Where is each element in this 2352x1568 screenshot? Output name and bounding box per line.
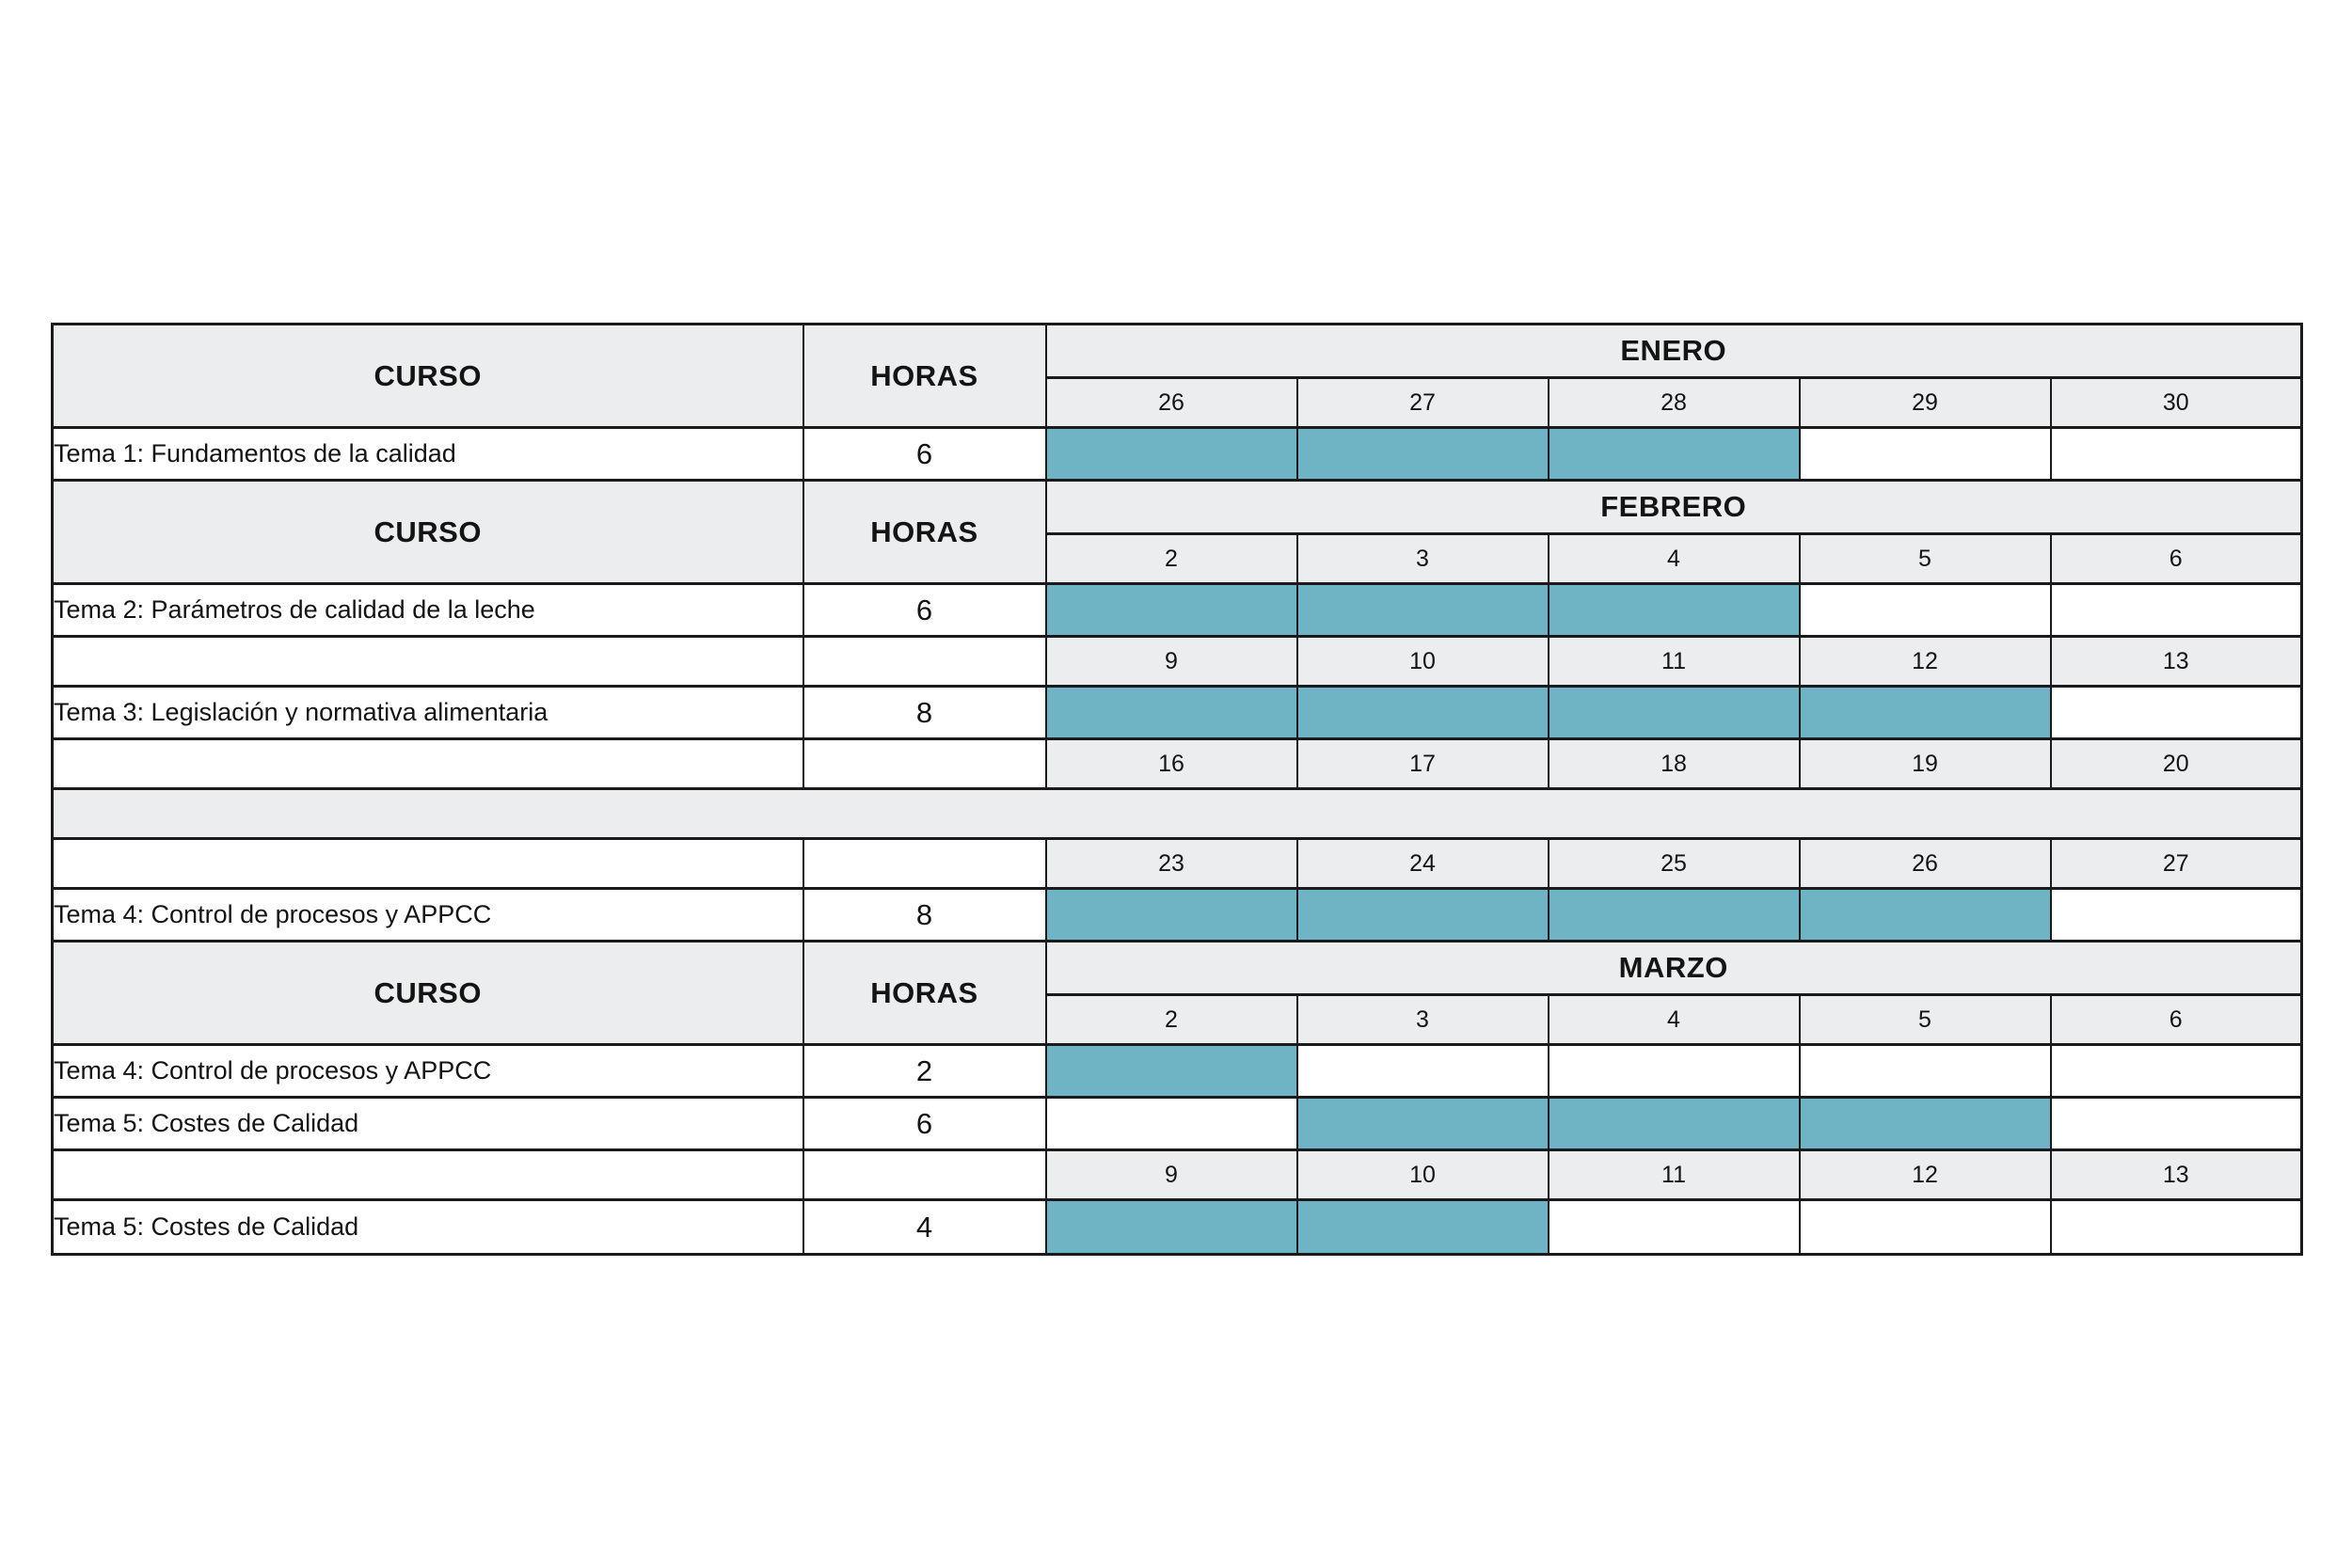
day-number-cell: 4 [1549,995,1800,1045]
hours-value-cell: 2 [803,1045,1046,1098]
scheduled-day-cell [1297,889,1549,942]
empty-day-cell [803,739,1046,789]
empty-day-cell [53,839,803,889]
hours-value-cell: 6 [803,428,1046,481]
hours-value-cell: 8 [803,889,1046,942]
task-row-tema4 [53,889,2302,942]
empty-day-cell [1800,1200,2051,1255]
day-number-cell: 16 [1046,739,1297,789]
empty-day-cell [803,637,1046,687]
course-name-cell: Tema 1: Fundamentos de la calidad [53,428,803,481]
empty-day-cell [2051,889,2302,942]
day-number-cell: 30 [2051,378,2302,428]
scheduled-day-cell [1046,889,1297,942]
day-number-cell: 29 [1800,378,2051,428]
empty-day-cell [2051,1098,2302,1150]
spacer-row [53,789,2302,839]
day-number-cell: 23 [1046,839,1297,889]
curso-header-enero: CURSO [53,325,803,428]
day-number-cell: 6 [2051,534,2302,584]
day-number-cell: 24 [1297,839,1549,889]
empty-day-cell [1046,1098,1297,1150]
course-name-cell: Tema 5: Costes de Calidad [53,1200,803,1255]
month-header-marzo: MARZO [1046,942,2302,995]
hours-value-cell: 4 [803,1200,1046,1255]
scheduled-day-cell [1800,687,2051,739]
scheduled-day-cell [1549,428,1800,481]
empty-day-cell [2051,584,2302,637]
course-name-cell: Tema 3: Legislación y normativa alimentaria [53,687,803,739]
task-row-tema3 [53,687,2302,739]
empty-day-cell [1800,584,2051,637]
header-row-febrero [53,481,2302,534]
day-row-marzo-week2 [53,1150,2302,1200]
empty-day-cell [53,739,803,789]
scheduled-day-cell [1046,1200,1297,1255]
empty-day-cell [2051,1200,2302,1255]
task-row-tema2 [53,584,2302,637]
scheduled-day-cell [1046,428,1297,481]
course-name-cell: Tema 4: Control de procesos y APPCC [53,1045,803,1098]
day-number-cell: 26 [1046,378,1297,428]
task-row-tema4-cont [53,1045,2302,1098]
empty-day-cell [1800,1045,2051,1098]
empty-day-cell [1549,1045,1800,1098]
horas-header-marzo: HORAS [803,942,1046,1045]
scheduled-day-cell [1297,584,1549,637]
day-number-cell: 17 [1297,739,1549,789]
course-schedule-table [51,323,2303,1256]
course-name-cell: Tema 2: Parámetros de calidad de la leche [53,584,803,637]
header-row-enero [53,325,2302,378]
empty-day-cell [2051,687,2302,739]
day-row-febrero-week2 [53,637,2302,687]
day-number-cell: 3 [1297,995,1549,1045]
horas-header-febrero: HORAS [803,481,1046,584]
curso-header-febrero: CURSO [53,481,803,584]
empty-day-cell [2051,1045,2302,1098]
day-number-cell: 11 [1549,1150,1800,1200]
curso-header-marzo: CURSO [53,942,803,1045]
day-number-cell: 26 [1800,839,2051,889]
scheduled-day-cell [1800,889,2051,942]
scheduled-day-cell [1046,687,1297,739]
day-number-cell: 20 [2051,739,2302,789]
month-header-febrero: FEBRERO [1046,481,2302,534]
day-number-cell: 5 [1800,534,2051,584]
scheduled-day-cell [1549,584,1800,637]
day-number-cell: 2 [1046,534,1297,584]
day-number-cell: 25 [1549,839,1800,889]
scheduled-day-cell [1297,687,1549,739]
day-number-cell: 28 [1549,378,1800,428]
day-number-cell: 13 [2051,637,2302,687]
empty-day-cell [1549,1200,1800,1255]
scheduled-day-cell [1297,1098,1549,1150]
day-number-cell: 27 [1297,378,1549,428]
scheduled-day-cell [1297,1200,1549,1255]
day-number-cell: 11 [1549,637,1800,687]
day-number-cell: 19 [1800,739,2051,789]
scheduled-day-cell [1046,1045,1297,1098]
day-number-cell: 9 [1046,637,1297,687]
empty-day-cell [1800,428,2051,481]
course-name-cell: Tema 4: Control de procesos y APPCC [53,889,803,942]
day-row-febrero-week3 [53,739,2302,789]
scheduled-day-cell [1046,584,1297,637]
header-row-marzo [53,942,2302,995]
schedule-table-body [53,325,2302,1255]
day-row-febrero-week4 [53,839,2302,889]
task-row-tema5-cont [53,1200,2302,1255]
empty-day-cell [53,637,803,687]
spacer-row-cell [53,789,2302,839]
scheduled-day-cell [1549,1098,1800,1150]
day-number-cell: 27 [2051,839,2302,889]
empty-day-cell [53,1150,803,1200]
scheduled-day-cell [1549,687,1800,739]
scheduled-day-cell [1297,428,1549,481]
empty-day-cell [803,1150,1046,1200]
day-number-cell: 9 [1046,1150,1297,1200]
hours-value-cell: 6 [803,584,1046,637]
horas-header-enero: HORAS [803,325,1046,428]
empty-day-cell [803,839,1046,889]
day-number-cell: 10 [1297,1150,1549,1200]
month-header-enero: ENERO [1046,325,2302,378]
day-number-cell: 13 [2051,1150,2302,1200]
day-number-cell: 4 [1549,534,1800,584]
day-number-cell: 12 [1800,1150,2051,1200]
day-number-cell: 3 [1297,534,1549,584]
day-number-cell: 2 [1046,995,1297,1045]
scheduled-day-cell [1800,1098,2051,1150]
scheduled-day-cell [1549,889,1800,942]
empty-day-cell [2051,428,2302,481]
task-row-tema1 [53,428,2302,481]
hours-value-cell: 6 [803,1098,1046,1150]
course-name-cell: Tema 5: Costes de Calidad [53,1098,803,1150]
day-number-cell: 5 [1800,995,2051,1045]
day-number-cell: 12 [1800,637,2051,687]
hours-value-cell: 8 [803,687,1046,739]
day-number-cell: 6 [2051,995,2302,1045]
task-row-tema5 [53,1098,2302,1150]
day-number-cell: 10 [1297,637,1549,687]
empty-day-cell [1297,1045,1549,1098]
day-number-cell: 18 [1549,739,1800,789]
